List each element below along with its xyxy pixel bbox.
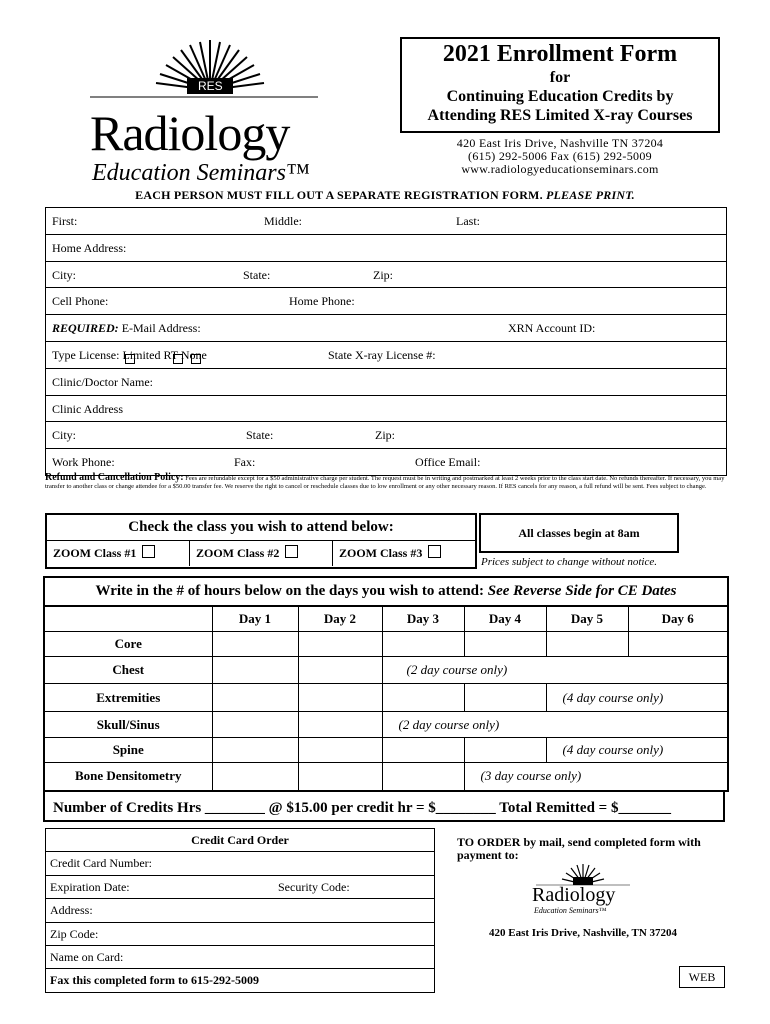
refund-policy (45, 474, 725, 490)
hours-cell[interactable] (212, 684, 298, 712)
phone-row[interactable] (46, 287, 726, 314)
course-note: (2 day course only) (382, 712, 727, 738)
day-5-header: Day 5 (546, 607, 628, 632)
course-core: Core (45, 632, 212, 657)
hours-cell[interactable] (212, 657, 298, 684)
table-row (45, 738, 727, 763)
course-chest: Chest (45, 657, 212, 684)
hours-cell[interactable] (382, 632, 464, 657)
zoom-class-1-option[interactable] (47, 541, 190, 566)
license-row[interactable] (46, 341, 726, 368)
web-badge: WEB (679, 966, 725, 988)
email-row[interactable] (46, 314, 726, 341)
zoom-class-2-option[interactable] (190, 541, 333, 566)
table-row (45, 684, 727, 712)
course-note: (3 day course only) (464, 763, 727, 790)
class-selection-heading: Check the class you wish to attend below: (47, 515, 475, 541)
card-name-row[interactable] (46, 945, 434, 968)
clinic-zip-label: Zip: (375, 428, 395, 443)
table-row (45, 657, 727, 684)
day-1-header: Day 1 (212, 607, 298, 632)
home-phone-label: Home Phone: (289, 294, 355, 309)
city-label: City: (52, 267, 77, 282)
course-skull-sinus: Skull/Sinus (45, 712, 212, 738)
hours-cell[interactable] (298, 657, 382, 684)
none-label: None (180, 347, 207, 362)
hours-heading-text: Write in the # of hours below on the days you wish to attend: (95, 583, 488, 599)
card-zip-row[interactable] (46, 922, 434, 945)
hours-cell[interactable] (546, 632, 628, 657)
zoom-class-3-option[interactable] (333, 541, 475, 566)
order-logo-wordmark: Radiology (532, 884, 616, 906)
credit-card-form (45, 828, 435, 993)
hours-cell[interactable] (464, 738, 546, 763)
clinic-address-row[interactable] (46, 395, 726, 422)
zoom-class-1-label: ZOOM Class #1 (53, 546, 137, 560)
hours-cell[interactable] (464, 684, 546, 712)
first-name-label: First: (52, 214, 78, 228)
phone-fax: (615) 292-5006 Fax (615) 292-5009 (468, 149, 652, 163)
instruction-text: EACH PERSON MUST FILL OUT A SEPARATE REGISTRATION FORM. (135, 188, 546, 202)
sunburst-icon (90, 38, 330, 108)
clinic-name-label: Clinic/Doctor Name: (52, 374, 153, 389)
zoom-class-3-checkbox[interactable] (428, 545, 441, 558)
zoom-class-3-label: ZOOM Class #3 (339, 546, 423, 560)
clinic-city-row[interactable] (46, 421, 726, 448)
logo-wordmark: Radiology (90, 105, 290, 161)
card-address-label: Address: (50, 903, 93, 918)
clinic-name-row[interactable] (46, 368, 726, 395)
price-notice: Prices subject to change without notice. (481, 556, 657, 568)
instruction (40, 188, 730, 203)
work-phone-label: Work Phone: (52, 455, 115, 470)
expiration-row[interactable] (46, 875, 434, 898)
fax-note-row (46, 968, 434, 991)
order-logo-subtitle: Education Seminars™ (534, 906, 607, 915)
day-6-header: Day 6 (628, 607, 727, 632)
hours-cell[interactable] (212, 763, 298, 790)
hours-heading-emphasis: See Reverse Side for CE Dates (487, 583, 677, 599)
expiration-label: Expiration Date: (50, 879, 130, 894)
hours-cell[interactable] (382, 738, 464, 763)
course-note: (4 day course only) (546, 738, 727, 763)
table-row (45, 763, 727, 790)
state-license-label: State X-ray License #: (328, 347, 436, 362)
work-row[interactable] (46, 448, 726, 475)
card-number-label: Credit Card Number: (50, 856, 152, 871)
limited-label: Limited (122, 347, 161, 362)
credits-total[interactable]: Number of Credits Hrs ________ @ $15.00 per credit hr = $________ Total Remitted = $_______ (43, 790, 725, 822)
card-zip-label: Zip Code: (50, 926, 99, 941)
cell-phone-label: Cell Phone: (52, 294, 109, 309)
hours-cell[interactable] (382, 684, 464, 712)
order-instructions: TO ORDER by mail, send completed form with payment to: (457, 835, 701, 862)
hours-cell[interactable] (212, 632, 298, 657)
none-checkbox[interactable] (191, 354, 201, 364)
hours-cell[interactable] (298, 632, 382, 657)
zoom-class-2-label: ZOOM Class #2 (196, 546, 280, 560)
city-row[interactable] (46, 261, 726, 288)
last-name-label: Last: (456, 214, 480, 228)
course-spine: Spine (45, 738, 212, 763)
required-label: REQUIRED: (52, 321, 119, 336)
class-selection (45, 513, 477, 569)
course-extremities: Extremities (45, 684, 212, 712)
office-email-label: Office Email: (415, 455, 481, 470)
hours-table (43, 576, 729, 792)
course-note: (2 day course only) (382, 657, 727, 684)
hours-heading (45, 578, 727, 606)
policy-text: Fees are refundable except for a $50 administrative charge per student. The request must be in writing and postmarked at least 2 weeks prior to the class start date. No refunds thereafter. If necessary, you may transfer to another class or change attendee for a $50.00 transfer fee. We reserve the right to cancel or reschedule classes due to low enrollment or any other necessary reason. If RES cancels for any reason, a full refund will be sent. Fees subject to change. (45, 475, 725, 490)
hours-cell[interactable] (628, 632, 727, 657)
hours-cell[interactable] (298, 712, 382, 738)
rt-checkbox[interactable] (173, 354, 183, 364)
res-logo (90, 38, 330, 188)
security-code-label: Security Code: (278, 879, 350, 894)
card-number-row[interactable] (46, 851, 434, 874)
registration-form (45, 207, 727, 476)
name-row[interactable] (46, 208, 726, 234)
zip-label: Zip: (373, 267, 393, 282)
hours-cell[interactable] (464, 632, 546, 657)
type-license-label: Type License: (52, 347, 120, 362)
course-bone-densitometry: Bone Densitometry (45, 763, 212, 790)
day-header-row (45, 607, 727, 632)
logo-subtitle: Education Seminars™ (92, 160, 310, 186)
zoom-class-2-checkbox[interactable] (285, 545, 298, 558)
hours-cell[interactable] (212, 712, 298, 738)
email-label: E-Mail Address: (121, 321, 201, 336)
hours-cell[interactable] (298, 763, 382, 790)
table-row (45, 712, 727, 738)
order-address: 420 East Iris Drive, Nashville, TN 37204 (489, 927, 678, 939)
day-3-header: Day 3 (382, 607, 464, 632)
website[interactable]: www.radiologyeducationseminars.com (461, 162, 659, 176)
home-address-row[interactable] (46, 234, 726, 261)
home-address-label: Home Address: (52, 240, 127, 255)
title-line-3: Attending RES Limited X-ray Courses (427, 107, 693, 124)
state-label: State: (243, 267, 271, 282)
fax-note: Fax this completed form to 615-292-5009 (50, 973, 259, 988)
day-2-header: Day 2 (298, 607, 382, 632)
middle-name-label: Middle: (264, 214, 302, 228)
title-line-2: Continuing Education Credits by (446, 88, 674, 105)
card-address-row[interactable] (46, 898, 434, 921)
day-4-header: Day 4 (464, 607, 546, 632)
logo-badge: RES (198, 79, 223, 93)
zoom-class-1-checkbox[interactable] (142, 545, 155, 558)
hours-cell[interactable] (298, 738, 382, 763)
contact-address (400, 137, 720, 176)
hours-cell[interactable] (382, 763, 464, 790)
instruction-emphasis: PLEASE PRINT. (545, 188, 635, 202)
card-name-label: Name on Card: (50, 949, 124, 964)
table-row (45, 632, 727, 657)
clinic-address-label: Clinic Address (52, 401, 123, 416)
form-title: 2021 Enrollment Form (442, 41, 678, 67)
hours-cell[interactable] (298, 684, 382, 712)
street-address: 420 East Iris Drive, Nashville TN 37204 (456, 136, 664, 150)
title-line-1: for (549, 69, 571, 86)
rt-label: RT (163, 347, 178, 362)
clinic-state-label: State: (246, 428, 274, 443)
limited-checkbox[interactable] (125, 354, 135, 364)
fax-label: Fax: (234, 455, 256, 470)
clinic-city-label: City: (52, 428, 77, 443)
course-note: (4 day course only) (546, 684, 727, 712)
policy-heading: Refund and Cancellation Policy: (45, 472, 184, 483)
xrn-label: XRN Account ID: (508, 321, 596, 336)
hours-cell[interactable] (212, 738, 298, 763)
class-start-time: All classes begin at 8am (479, 513, 679, 553)
credit-card-title: Credit Card Order (191, 833, 289, 847)
title-box (400, 37, 720, 133)
